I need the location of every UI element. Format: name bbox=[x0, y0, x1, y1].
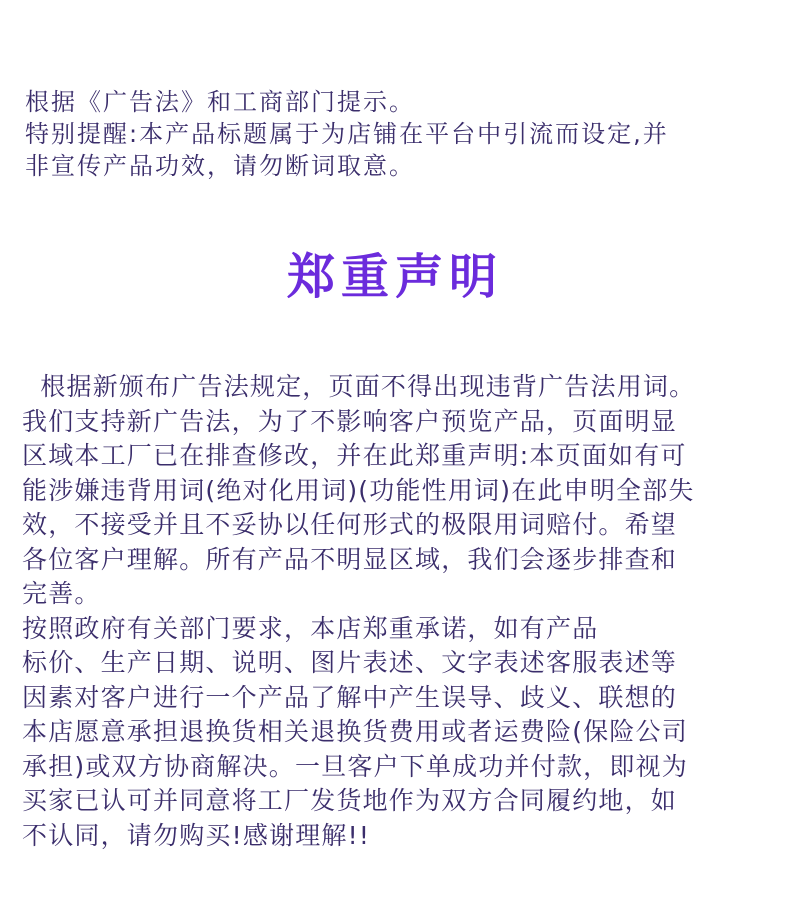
declaration-line: 各位客户理解。所有产品不明显区域，我们会逐步排查和 bbox=[22, 544, 678, 574]
declaration-line: 承担)或双方协商解决。一旦客户下单成功并付款，即视为 bbox=[22, 751, 688, 781]
declaration-line: 因素对客户进行一个产品了解中产生误导、歧义、联想的 bbox=[22, 682, 678, 712]
declaration-body bbox=[22, 370, 788, 853]
declaration-line: 根据新颁布广告法规定，页面不得出现违背广告法用词。 bbox=[22, 372, 696, 401]
declaration-line: 区域本工厂已在排查修改，并在此郑重声明:本页面如有可 bbox=[22, 441, 687, 470]
declaration-line: 按照政府有关部门要求，本店郑重承诺，如有产品 bbox=[22, 613, 599, 643]
declaration-line: 能涉嫌违背用词(绝对化用词)(功能性用词)在此申明全部失 bbox=[22, 475, 695, 505]
intro-notice bbox=[25, 86, 785, 182]
intro-line: 非宣传产品功效，请勿断词取意。 bbox=[25, 152, 415, 180]
intro-line: 特别提醒:本产品标题属于为店铺在平台中引流而设定,并 bbox=[25, 120, 669, 148]
declaration-title: 郑重声明 bbox=[286, 249, 503, 305]
declaration-line: 不认同，请勿购买!感谢理解!! bbox=[22, 820, 371, 850]
declaration-line: 买家已认可并同意将工厂发货地作为双方合同履约地，如 bbox=[22, 786, 678, 815]
declaration-line: 我们支持新广告法，为了不影响客户预览产品，页面明显 bbox=[22, 406, 678, 436]
declaration-line: 标价、生产日期、说明、图片表述、文字表述客服表述等 bbox=[22, 648, 678, 677]
declaration-line: 本店愿意承担退换货相关退换货费用或者运费险(保险公司 bbox=[22, 717, 688, 746]
declaration-line: 完善。 bbox=[22, 579, 101, 608]
declaration-line: 效，不接受并且不妥协以任何形式的极限用词赔付。希望 bbox=[22, 510, 678, 539]
intro-line: 根据《广告法》和工商部门提示。 bbox=[25, 88, 415, 116]
